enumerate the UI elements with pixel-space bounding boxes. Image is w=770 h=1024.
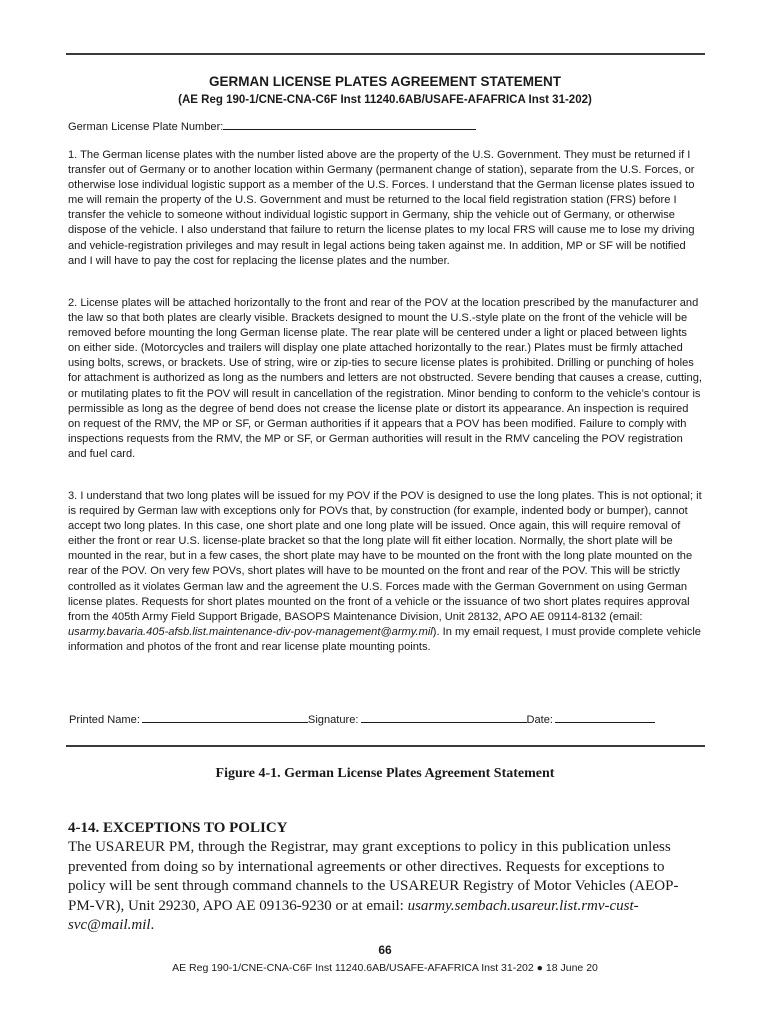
signature-label: Signature: <box>307 714 359 726</box>
plate-number-row <box>68 118 476 135</box>
section-body <box>68 838 704 935</box>
section-email[interactable]: usarmy.sembach.usareur.list.rmv-cust-svc@mail.mil <box>68 897 639 934</box>
printed-name-label: Printed Name: <box>69 714 140 726</box>
figure-caption: Figure 4-1. German License Plates Agreement Statement <box>215 766 555 781</box>
paragraph-3 <box>68 489 702 655</box>
section-heading: 4-14. EXCEPTIONS TO POLICY <box>68 820 288 836</box>
paragraph-1: 1. The German license plates with the number listed above are the property of the U.S. Government. They must be returned if I transfer out of Germany or to another location within Germany (permanent change of station), separate from the U.S. Forces, or otherwise lose individual logistic support as a member of the U.S. Forces. I understand that the German license plates issued to me will remain the property of the U.S. Government and must be returned to the local field registration station (FRS) before I transfer the vehicle to someone without individual logistic support in Germany, ship the vehicle out of Germany, or otherwise dispose of the vehicle. I also understand that failure to return the license plates to my local FRS will cause me to lose my driving and vehicle-registration privileges and may result in legal actions being taken against me. In addition, MP or SF will be notified and I will have to pay the cost for replacing the license plates and the number. <box>68 149 695 267</box>
section-body-end: . <box>150 917 155 934</box>
plate-number-label: German License Plate Number: <box>68 121 224 133</box>
date-field[interactable] <box>555 711 655 723</box>
page-number: 66 <box>378 943 392 957</box>
signature-row <box>69 711 655 728</box>
paragraph-3-email[interactable]: usarmy.bavaria.405-afsb.list.maintenance-div-pov-management@army.mil <box>68 625 433 638</box>
bottom-rule <box>66 745 705 747</box>
plate-number-field[interactable] <box>223 118 476 130</box>
paragraph-3-text: 3. I understand that two long plates will be issued for my POV if the POV is designed to use the long plates. This is not optional; it is required by German law with exceptions only for POVs that, by construction (for example, indented body or bumper), cannot accept two long plates. In this case, one short plate and one long plate will be issued. Once again, this will require removal of either the front or rear U.S. license-plate bracket so that the long plate will fit either location. Normally, the short plate will be mounted in the rear, but in a few cases, the short plate may have to be mounted on the front with the long plate mounted on the rear of the POV. On very few POVs, short plates will have to be mounted on the front and rear of the POV. This will be strictly controlled as it violates German law and the agreement the U.S. Forces made with the German Government on using German license plates. Requests for short plates mounted on the front of a vehicle or the issuance of two short plates requires approval from the 405th Army Field Support Brigade, BASOPS Maintenance Division, Unit 28132, APO AE 09114-8132 (email: <box>68 490 702 623</box>
signature-field[interactable] <box>361 711 527 723</box>
page-footer: AE Reg 190-1/CNE-CNA-C6F Inst 11240.6AB/USAFE-AFAFRICA Inst 31-202 ● 18 June 20 <box>172 962 598 974</box>
printed-name-field[interactable] <box>142 711 308 723</box>
paragraph-3-text-end: ). In my email request, I must provide complete vehicle information and photos of the front and rear license plate mounting points. <box>68 625 701 653</box>
paragraph-2: 2. License plates will be attached horizontally to the front and rear of the POV at the location prescribed by the manufacturer and the law so that both plates are clearly visible. Brackets designed to mount the U.S.-style plate on the front of the vehicle will be removed before mounting the long German license plate. The rear plate will be centered under a light or placed between lights on either side. (Motorcycles and trailers will display one plate attached horizontally to the rear.) Plates must be firmly attached using bolts, screws, or brackets. Use of string, wire or zip-ties to secure license plates is prohibited. Drilling or punching of holes for attachment is authorized as long as the numbers and letters are not obstructed. Severe bending that causes a crease, cutting, or mutilating plates to fit the POV will result in cancellation of the registration. Minor bending to conform to the vehicle’s contour is permissible as long as the degree of bend does not crease the license plate or distort its appearance. An inspection is required on request of the RMV, the MP or SF, or German authorities if it appears that a POV has been modified. Failure to comply with inspections requests from the RMV, the MP or SF, or German authorities will result in the RMV canceling the POV registration and fuel card. <box>68 297 702 460</box>
date-label: Date: <box>526 714 554 726</box>
form-subtitle: (AE Reg 190-1/CNE-CNA-C6F Inst 11240.6AB/USAFE-AFAFRICA Inst 31-202) <box>178 94 592 106</box>
exceptions-section <box>68 819 704 935</box>
top-rule <box>66 53 705 55</box>
form-title: GERMAN LICENSE PLATES AGREEMENT STATEMENT <box>208 74 561 89</box>
section-body-text: The USAREUR PM, through the Registrar, may grant exceptions to policy in this publication unless prevented from doing so by international agreements or other directives. Requests for exceptions to policy will be sent through command channels to the USAREUR Registry of Motor Vehicles (AEOP-PM-VR), Unit 29230, APO AE 09136-9230 or at email: <box>68 839 679 914</box>
